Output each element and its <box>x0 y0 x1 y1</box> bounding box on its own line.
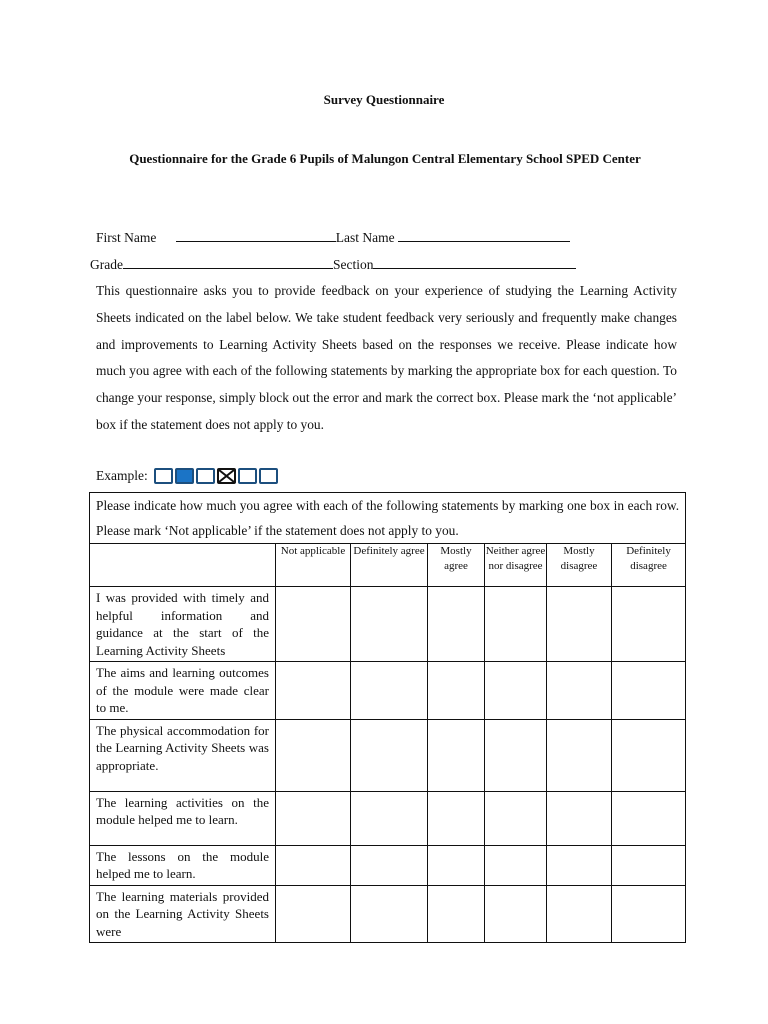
response-cell[interactable] <box>428 845 485 885</box>
statement-text: The learning activities on the module helped me to learn. <box>90 791 276 845</box>
response-cell[interactable] <box>547 885 612 943</box>
column-header: Neither agree nor disagree <box>485 544 547 587</box>
response-cell[interactable] <box>351 845 428 885</box>
statement-text: The learning materials provided on the Learning Activity Sheets were <box>90 885 276 943</box>
response-cell[interactable] <box>612 885 686 943</box>
response-cell[interactable] <box>428 662 485 720</box>
statement-row <box>90 662 686 720</box>
response-cell[interactable] <box>276 791 351 845</box>
first-name-label: First Name <box>96 230 157 245</box>
response-cell[interactable] <box>276 662 351 720</box>
section-blank[interactable] <box>373 255 576 269</box>
response-cell[interactable] <box>351 719 428 791</box>
column-header: Mostly disagree <box>547 544 612 587</box>
response-cell[interactable] <box>276 845 351 885</box>
example-row <box>96 468 280 484</box>
statement-text: The physical accommodation for the Learning Activity Sheets was appropriate. <box>90 719 276 791</box>
header-blank-cell <box>90 544 276 587</box>
last-name-label: Last Name <box>335 230 395 245</box>
response-cell[interactable] <box>612 845 686 885</box>
response-cell[interactable] <box>485 791 547 845</box>
response-cell[interactable] <box>485 885 547 943</box>
response-cell[interactable] <box>428 719 485 791</box>
statement-row <box>90 885 686 943</box>
response-cell[interactable] <box>612 587 686 662</box>
response-cell[interactable] <box>547 845 612 885</box>
response-cell[interactable] <box>351 791 428 845</box>
example-box-empty <box>238 468 257 484</box>
survey-table <box>89 492 686 943</box>
statement-text: I was provided with timely and helpful information and guidance at the start of the Learning Activity Sheets <box>90 587 276 662</box>
response-cell[interactable] <box>276 719 351 791</box>
example-box-empty <box>196 468 215 484</box>
response-cell[interactable] <box>428 885 485 943</box>
response-cell[interactable] <box>547 719 612 791</box>
section-label: Section <box>332 257 374 272</box>
document-subtitle: Questionnaire for the Grade 6 Pupils of Malungon Central Elementary School SPED Center <box>129 151 641 166</box>
column-header: Definitely agree <box>351 544 428 587</box>
response-cell[interactable] <box>485 845 547 885</box>
statement-row <box>90 845 686 885</box>
response-cell[interactable] <box>547 791 612 845</box>
response-cell[interactable] <box>612 662 686 720</box>
column-header: Not applicable <box>276 544 351 587</box>
response-cell[interactable] <box>351 662 428 720</box>
response-cell[interactable] <box>485 662 547 720</box>
grade-blank[interactable] <box>123 255 333 269</box>
example-box-empty <box>259 468 278 484</box>
example-label: Example: <box>96 468 148 483</box>
response-cell[interactable] <box>428 587 485 662</box>
statement-text: The lessons on the module helped me to learn. <box>90 845 276 885</box>
response-cell[interactable] <box>351 885 428 943</box>
column-header: Mostly agree <box>428 544 485 587</box>
instruction-row <box>90 493 686 544</box>
grade-fields-row <box>90 255 576 273</box>
column-header: Definitely disagree <box>612 544 686 587</box>
response-cell[interactable] <box>612 719 686 791</box>
response-cell[interactable] <box>547 587 612 662</box>
example-box-crossed <box>217 468 236 484</box>
statement-row <box>90 587 686 662</box>
statement-row <box>90 791 686 845</box>
response-cell[interactable] <box>485 719 547 791</box>
grade-label: Grade <box>90 257 123 272</box>
response-cell[interactable] <box>276 587 351 662</box>
statement-row <box>90 719 686 791</box>
name-fields-row <box>96 228 570 246</box>
response-cell[interactable] <box>351 587 428 662</box>
header-row <box>90 544 686 587</box>
document-title: Survey Questionnaire <box>323 92 445 107</box>
example-box-empty <box>154 468 173 484</box>
response-cell[interactable] <box>612 791 686 845</box>
response-cell[interactable] <box>547 662 612 720</box>
statement-text: The aims and learning outcomes of the module were made clear to me. <box>90 662 276 720</box>
response-cell[interactable] <box>276 885 351 943</box>
last-name-blank[interactable] <box>398 228 570 242</box>
example-boxes <box>154 468 280 484</box>
example-box-filled <box>175 468 194 484</box>
response-cell[interactable] <box>428 791 485 845</box>
table-instruction: Please indicate how much you agree with each of the following statements by marking one box in each row. Please mark ‘Not applicable’ if the statement does not apply to you. <box>90 493 686 544</box>
response-cell[interactable] <box>485 587 547 662</box>
first-name-blank[interactable] <box>176 228 336 242</box>
intro-paragraph: This questionnaire asks you to provide feedback on your experience of studying the Learning Activity Sheets indicated on the label below. We take student feedback very seriously and frequently make changes and improvements to Learning Activity Sheets based on the responses we receive. Please indicate how much you agree with each of the following statements by marking the appropriate box for each question. To change your response, simply block out the error and mark the correct box. Please mark the ‘not applicable’ box if the statement does not apply to you. <box>96 283 677 432</box>
